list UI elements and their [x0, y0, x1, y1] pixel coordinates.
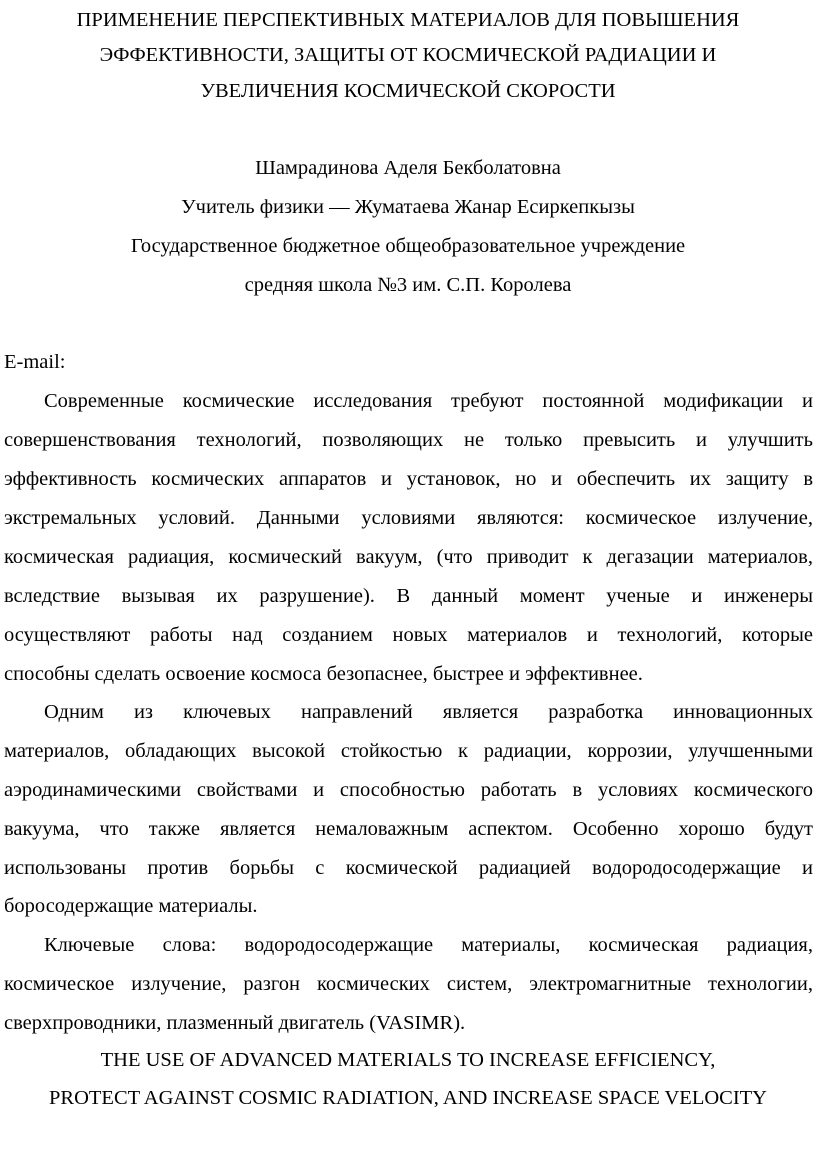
abstract-p2-line: использованы против борьбы с космической радиацией водородосодержащие и	[4, 857, 813, 879]
abstract-p2-line: вакуума, что также является немаловажным аспектом. Особенно хорошо будут	[4, 818, 813, 840]
institution-line2: средняя школа №3 им. С.П. Королева	[244, 274, 572, 296]
keywords-line: сверхпроводники, плазменный двигатель (VASIMR).	[4, 1012, 466, 1034]
email-label: E-mail:	[4, 351, 66, 373]
abstract-p1-line: космическая радиация, космический вакуум, (что приводит к дегазации материалов,	[4, 546, 813, 568]
abstract-p1-line: совершенствования технологий, позволяющих не только превысить и улучшить	[4, 429, 813, 451]
title-en-line2: PROTECT AGAINST COSMIC RADIATION, AND INCREASE SPACE VELOCITY	[49, 1087, 767, 1109]
abstract-p2-line: аэродинамическими свойствами и способностью работать в условиях космического	[4, 779, 813, 801]
title-ru-line2: ЭФФЕКТИВНОСТИ, ЗАЩИТЫ ОТ КОСМИЧЕСКОЙ РАДИАЦИИ И	[99, 44, 717, 66]
author-teacher: Учитель физики — Жуматаева Жанар Есиркепкызы	[181, 196, 635, 218]
abstract-p2-line: боросодержащие материалы.	[4, 895, 258, 917]
abstract-p1-line: осуществляют работы над созданием новых материалов и технологий, которые	[4, 624, 813, 646]
abstract-p1-line: способны сделать освоение космоса безопаснее, быстрее и эффективнее.	[4, 663, 643, 685]
title-ru-line1: ПРИМЕНЕНИЕ ПЕРСПЕКТИВНЫХ МАТЕРИАЛОВ ДЛЯ ПОВЫШЕНИЯ	[76, 9, 740, 31]
abstract-p1-line: эффективность космических аппаратов и установок, но и обеспечить их защиту в	[4, 468, 813, 490]
abstract-p2-line: материалов, обладающих высокой стойкостью к радиации, коррозии, улучшенными	[4, 740, 813, 762]
keywords-line: космическое излучение, разгон космических систем, электромагнитные технологии,	[4, 973, 813, 995]
abstract-p1-line: вследствие вызывая их разрушение). В данный момент ученые и инженеры	[4, 585, 813, 607]
abstract-p1-line: Современные космические исследования требуют постоянной модификации и	[44, 390, 813, 412]
title-ru-line3: УВЕЛИЧЕНИЯ КОСМИЧЕСКОЙ СКОРОСТИ	[200, 80, 616, 102]
keywords-line: Ключевые слова: водородосодержащие материалы, космическая радиация,	[44, 934, 813, 956]
abstract-p1-line: экстремальных условий. Данными условиями являются: космическое излучение,	[4, 507, 813, 529]
abstract-p2-line: Одним из ключевых направлений является разработка инновационных	[44, 701, 813, 723]
title-en-line1: THE USE OF ADVANCED MATERIALS TO INCREASE EFFICIENCY,	[100, 1049, 716, 1071]
institution-line1: Государственное бюджетное общеобразовательное учреждение	[130, 235, 686, 257]
author-student: Шамрадинова Аделя Бекболатовна	[255, 157, 561, 179]
